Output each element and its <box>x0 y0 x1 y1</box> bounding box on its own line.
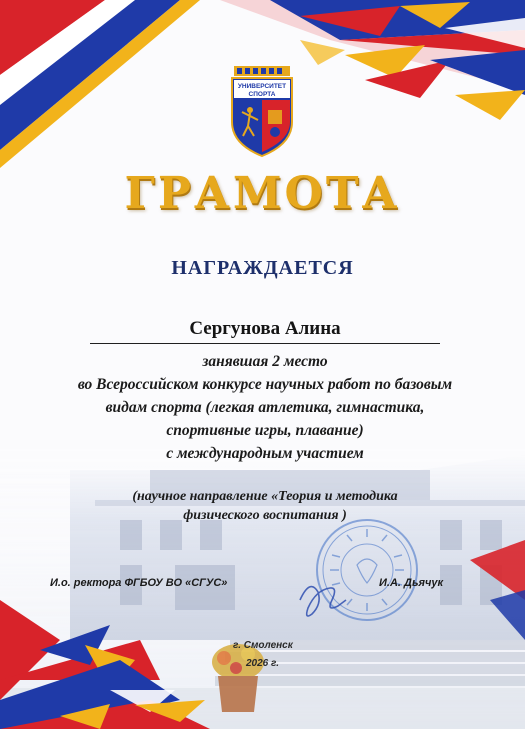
award-line: во Всероссийском конкурсе научных работ по базовым <box>77 376 453 393</box>
year-label: 2026 г. <box>246 658 280 669</box>
emblem-line-2: СПОРТА <box>248 91 276 98</box>
rector-signature <box>292 570 352 625</box>
award-description <box>60 350 470 465</box>
signatory-role: И.о. ректора ФГБОУ ВО «СГУС» <box>50 577 228 589</box>
direction-line: физического воспитания ) <box>183 508 347 523</box>
award-line: с международным участием <box>166 445 364 462</box>
university-emblem <box>228 66 296 158</box>
signatory-name: И.А. Дьячук <box>379 577 444 589</box>
direction-line: (научное направление «Теория и методика <box>132 489 398 504</box>
award-line: видам спорта (легкая атлетика, гимнастика, <box>105 399 425 416</box>
emblem-line-1: УНИВЕРСИТЕТ <box>237 83 287 90</box>
city-label: г. Смоленск <box>233 640 293 651</box>
award-line: спортивные игры, плавание) <box>166 422 364 439</box>
recipient-name: Сергунова Алина <box>90 318 440 344</box>
certificate-title: ГРАМОТА <box>124 168 401 219</box>
awarded-heading: НАГРАЖДАЕТСЯ <box>171 257 354 279</box>
award-line: занявшая 2 место <box>202 353 328 370</box>
